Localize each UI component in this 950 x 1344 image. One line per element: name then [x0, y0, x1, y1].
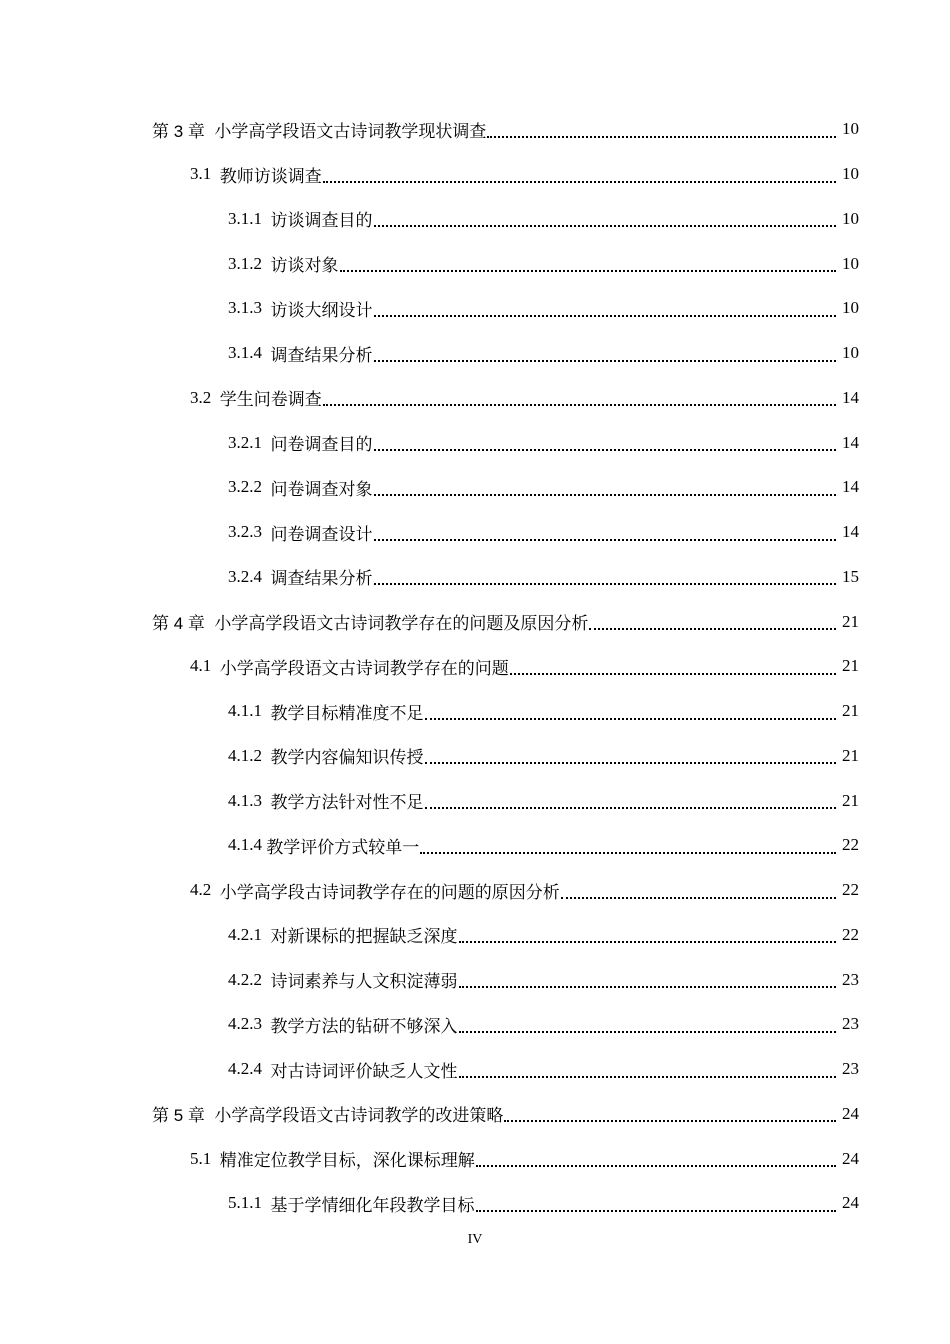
toc-entry-number: 4.1.4 [228, 835, 267, 855]
toc-dot-leader [504, 1119, 836, 1122]
toc-entry-title: 访谈调查目的 [270, 211, 373, 231]
toc-section-entry[interactable] [0, 376, 950, 421]
toc-entry-page: 14 [842, 387, 859, 407]
toc-subsection-entry[interactable] [0, 957, 950, 1002]
toc-dot-leader [459, 1075, 837, 1078]
toc-entry-page: 22 [842, 835, 859, 855]
toc-subsection-entry[interactable] [0, 734, 950, 779]
toc-entry-page: 21 [842, 701, 859, 721]
toc-dot-leader [374, 448, 837, 451]
toc-dot-leader [476, 1209, 837, 1212]
toc-entry-title: 教学目标精准度不足 [270, 703, 424, 723]
toc-chapter-entry[interactable] [0, 599, 950, 644]
toc-dot-leader [340, 269, 837, 272]
page-number: IV [467, 1232, 483, 1247]
toc-entry-page: 24 [842, 1193, 859, 1213]
toc-entry-number: 4.2.3 [228, 1014, 271, 1034]
toc-dot-leader [323, 180, 836, 183]
toc-entry-title: 访谈大纲设计 [270, 300, 373, 320]
toc-entry-number: 4.2.1 [228, 924, 271, 944]
toc-entry-number: 3.1.3 [228, 298, 271, 318]
toc-subsection-entry[interactable] [0, 1047, 950, 1092]
toc-entry-page: 14 [842, 432, 859, 452]
toc-entry-title: 基于学情细化年段教学目标 [270, 1195, 475, 1215]
toc-entry-title: 教学方法针对性不足 [270, 793, 424, 813]
toc-entry-page: 23 [842, 1014, 859, 1034]
toc-entry-number: 第 4 章 [152, 614, 215, 634]
toc-subsection-entry[interactable] [0, 555, 950, 600]
toc-subsection-entry[interactable] [0, 1002, 950, 1047]
toc-entry-number: 3.1 [190, 164, 220, 184]
table-of-contents [0, 107, 950, 1226]
toc-entry-number: 4.1 [190, 656, 220, 676]
toc-dot-leader [374, 314, 837, 317]
toc-entry-page: 10 [842, 343, 859, 363]
toc-entry-title: 精准定位教学目标，深化课标理解 [219, 1151, 475, 1171]
toc-entry-number: 3.1.2 [228, 253, 271, 273]
toc-dot-leader [510, 672, 836, 675]
toc-dot-leader [374, 359, 837, 362]
toc-entry-title: 问卷调查目的 [270, 435, 373, 455]
toc-entry-number: 3.1.1 [228, 208, 271, 228]
toc-subsection-entry[interactable] [0, 331, 950, 376]
toc-dot-leader [459, 1030, 837, 1033]
toc-dot-leader [425, 761, 837, 764]
toc-entry-number: 4.1.2 [228, 745, 271, 765]
toc-dot-leader [374, 493, 837, 496]
toc-subsection-entry[interactable] [0, 241, 950, 286]
toc-entry-title: 小学高学段语文古诗词教学存在的问题及原因分析 [214, 614, 589, 634]
toc-subsection-entry[interactable] [0, 823, 950, 868]
toc-entry-title: 小学高学段语文古诗词教学现状调查 [214, 121, 487, 141]
toc-entry-page: 10 [842, 208, 859, 228]
toc-entry-page: 22 [842, 880, 859, 900]
toc-subsection-entry[interactable] [0, 510, 950, 555]
toc-subsection-entry[interactable] [0, 778, 950, 823]
toc-dot-leader [487, 135, 836, 138]
toc-entry-title: 小学高学段语文古诗词教学的改进策略 [214, 1106, 504, 1126]
toc-subsection-entry[interactable] [0, 465, 950, 510]
toc-dot-leader [589, 627, 836, 630]
toc-entry-number: 3.2 [190, 387, 220, 407]
toc-entry-page: 10 [842, 298, 859, 318]
toc-entry-page: 24 [842, 1148, 859, 1168]
toc-entry-page: 23 [842, 1059, 859, 1079]
toc-section-entry[interactable] [0, 644, 950, 689]
toc-entry-title: 诗词素养与人文积淀薄弱 [270, 972, 458, 992]
toc-dot-leader [561, 896, 836, 899]
toc-entry-number: 4.2.2 [228, 969, 271, 989]
toc-entry-page: 10 [842, 164, 859, 184]
toc-entry-title: 教学方法的钻研不够深入 [270, 1016, 458, 1036]
toc-entry-number: 第 3 章 [152, 121, 215, 141]
toc-entry-page: 24 [842, 1103, 859, 1123]
toc-section-entry[interactable] [0, 152, 950, 197]
toc-entry-number: 3.2.4 [228, 566, 271, 586]
toc-entry-title: 教师访谈调查 [219, 166, 322, 186]
toc-subsection-entry[interactable] [0, 689, 950, 734]
toc-dot-leader [374, 224, 837, 227]
toc-entry-title: 问卷调查对象 [270, 479, 373, 499]
toc-entry-title: 对古诗词评价缺乏人文性 [270, 1061, 458, 1081]
toc-section-entry[interactable] [0, 868, 950, 913]
toc-entry-page: 22 [842, 924, 859, 944]
toc-entry-title: 对新课标的把握缺乏深度 [270, 927, 458, 947]
toc-entry-page: 21 [842, 745, 859, 765]
toc-dot-leader [420, 851, 836, 854]
toc-entry-number: 4.2.4 [228, 1059, 271, 1079]
toc-subsection-entry[interactable] [0, 420, 950, 465]
toc-dot-leader [425, 806, 837, 809]
toc-entry-number: 3.2.2 [228, 477, 271, 497]
toc-entry-title: 教学评价方式较单一 [266, 837, 420, 857]
toc-dot-leader [323, 403, 836, 406]
toc-dot-leader [374, 582, 837, 585]
toc-dot-leader [459, 985, 837, 988]
toc-section-entry[interactable] [0, 1136, 950, 1181]
toc-entry-number: 5.1 [190, 1148, 220, 1168]
toc-chapter-entry[interactable] [0, 107, 950, 152]
toc-subsection-entry[interactable] [0, 286, 950, 331]
toc-entry-page: 23 [842, 969, 859, 989]
toc-subsection-entry[interactable] [0, 197, 950, 242]
toc-entry-number: 第 5 章 [152, 1106, 215, 1126]
toc-dot-leader [476, 1164, 836, 1167]
toc-entry-title: 问卷调查设计 [270, 524, 373, 544]
toc-entry-number: 3.2.3 [228, 522, 271, 542]
toc-entry-title: 访谈对象 [270, 256, 339, 276]
toc-entry-title: 教学内容偏知识传授 [270, 748, 424, 768]
toc-entry-number: 4.1.3 [228, 790, 271, 810]
toc-entry-page: 21 [842, 611, 859, 631]
toc-entry-number: 4.2 [190, 880, 220, 900]
toc-entry-number: 5.1.1 [228, 1193, 271, 1213]
toc-entry-number: 3.1.4 [228, 343, 271, 363]
toc-dot-leader [374, 538, 837, 541]
toc-entry-page: 10 [842, 253, 859, 273]
toc-dot-leader [459, 940, 837, 943]
toc-entry-page: 10 [842, 119, 859, 139]
toc-entry-page: 14 [842, 522, 859, 542]
toc-dot-leader [425, 717, 837, 720]
toc-subsection-entry[interactable] [0, 1181, 950, 1226]
toc-chapter-entry[interactable] [0, 1092, 950, 1137]
toc-entry-title: 学生问卷调查 [219, 390, 322, 410]
toc-entry-page: 15 [842, 566, 859, 586]
toc-entry-number: 3.2.1 [228, 432, 271, 452]
toc-entry-title: 调查结果分析 [270, 345, 373, 365]
toc-entry-page: 14 [842, 477, 859, 497]
toc-subsection-entry[interactable] [0, 913, 950, 958]
toc-entry-page: 21 [842, 790, 859, 810]
toc-entry-page: 21 [842, 656, 859, 676]
toc-entry-number: 4.1.1 [228, 701, 271, 721]
toc-entry-title: 小学高学段古诗词教学存在的问题的原因分析 [219, 882, 560, 902]
toc-entry-title: 调查结果分析 [270, 569, 373, 589]
toc-entry-title: 小学高学段语文古诗词教学存在的问题 [219, 658, 509, 678]
